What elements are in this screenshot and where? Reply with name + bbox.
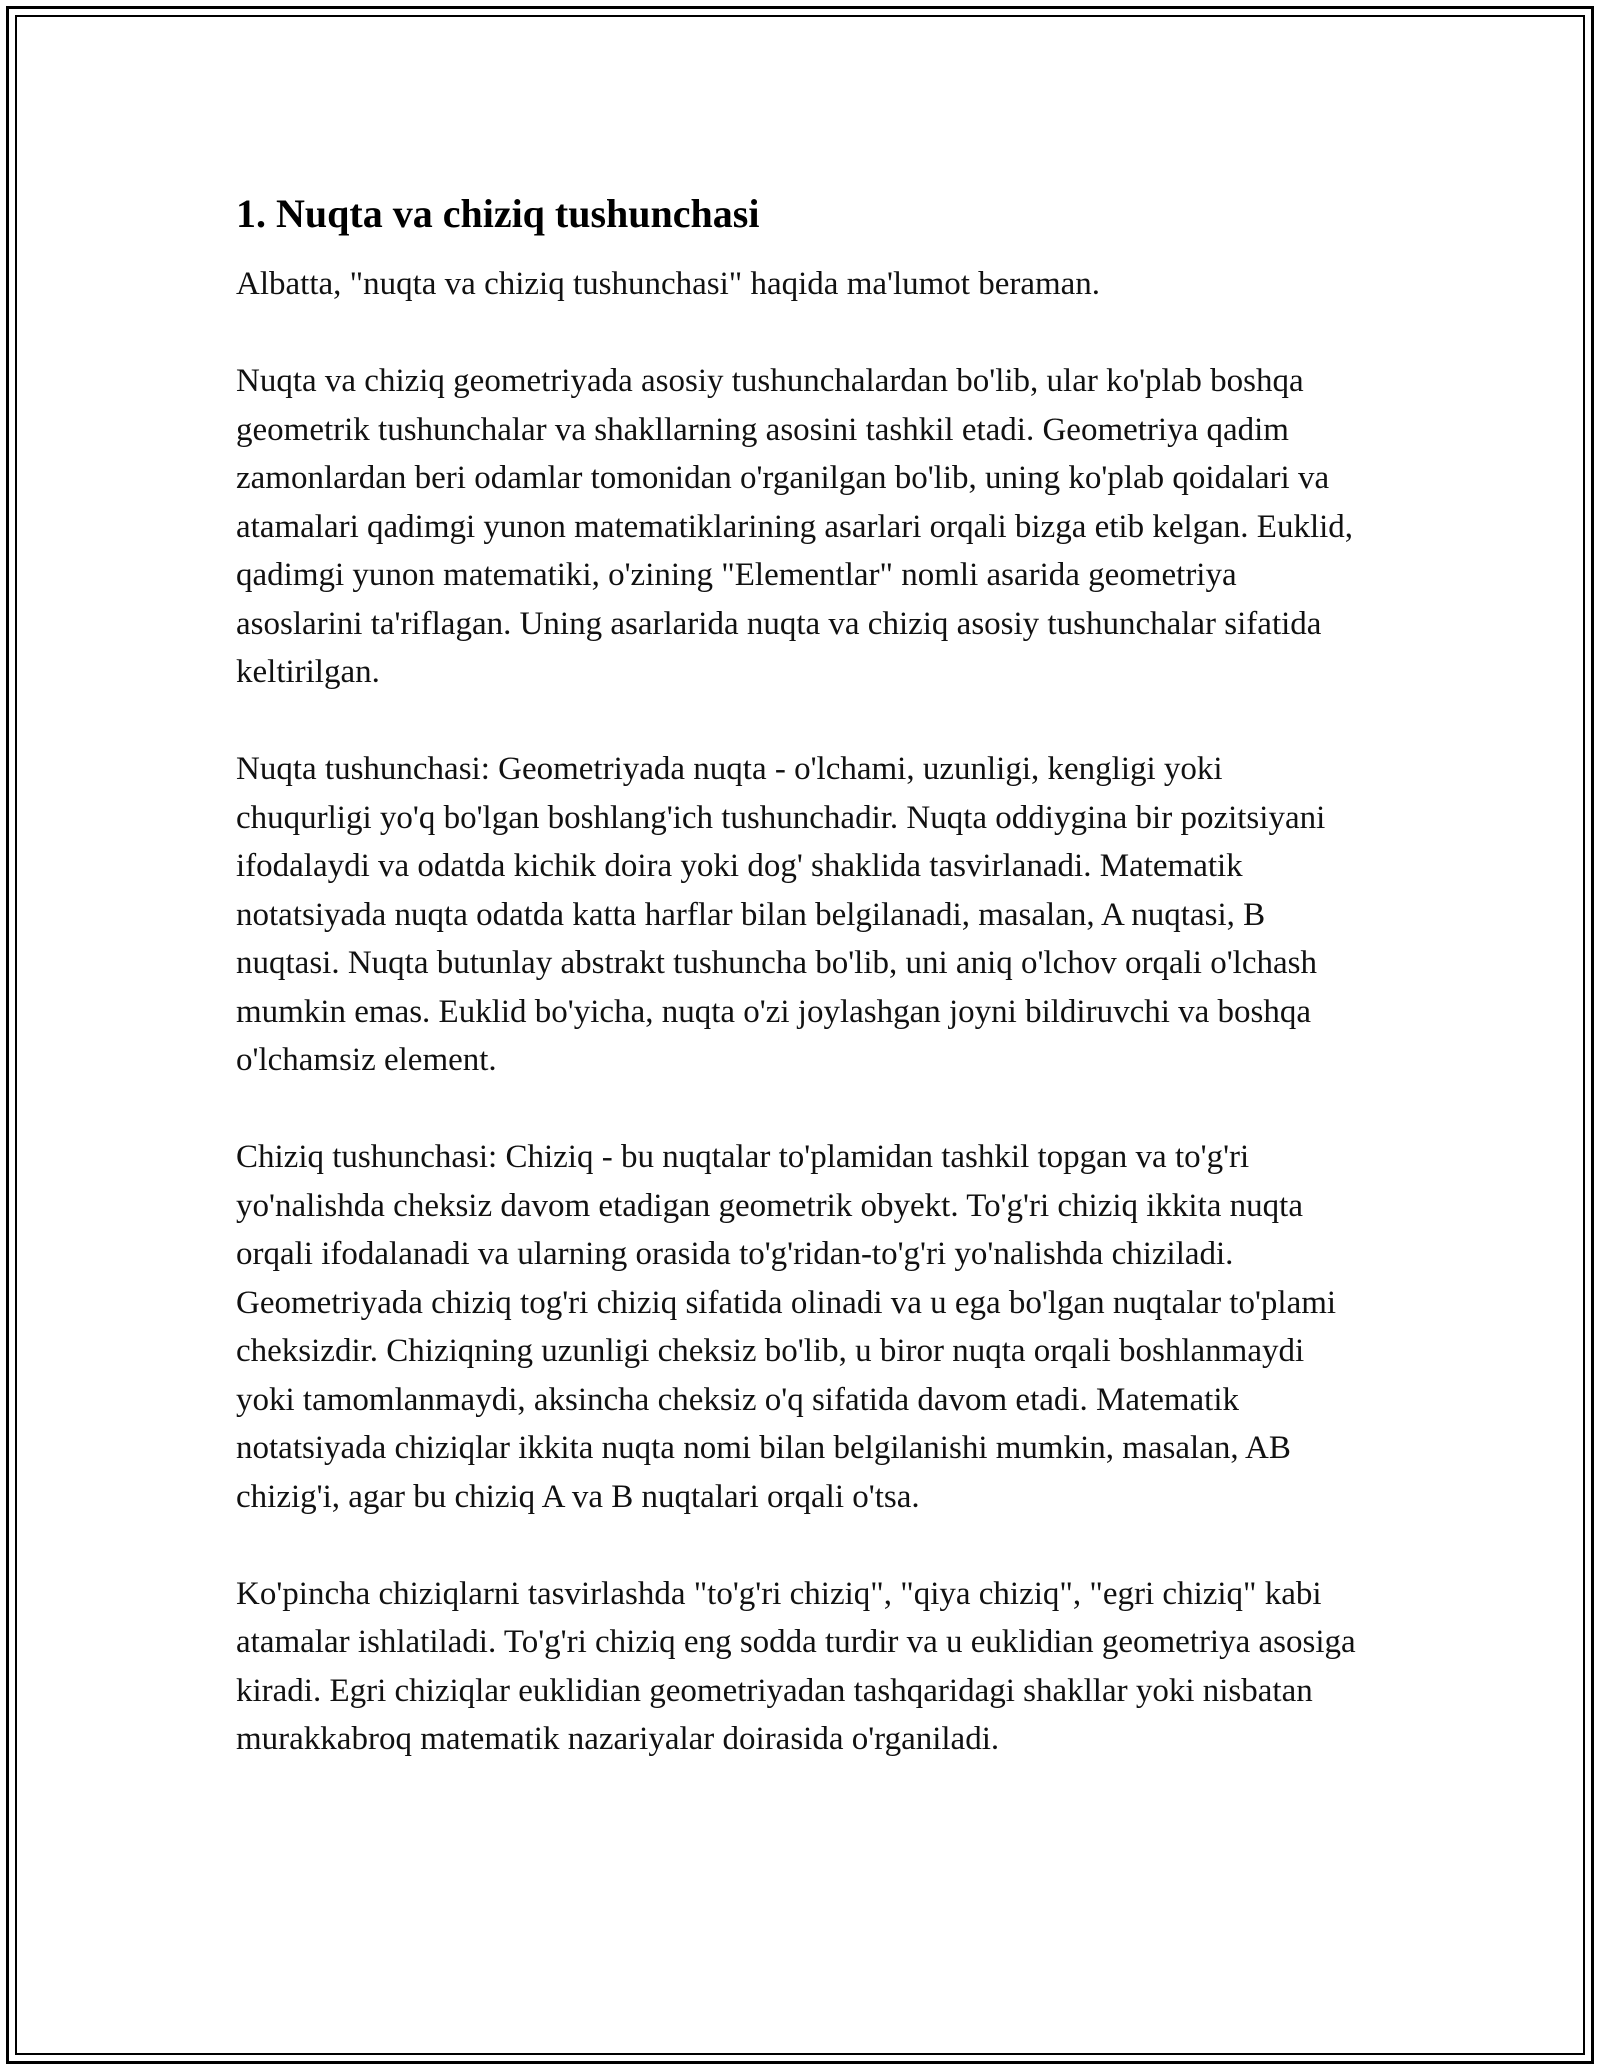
paragraph-line-concept: Chiziq tushunchasi: Chiziq - bu nuqtalar to'plamidan tashkil topgan va to'g'ri yo'nalishda cheksiz davom etadigan geometrik obyekt. To'g'ri chiziq ikkita nuqta orqali ifodalanadi va ularning orasida to'g'ridan-to'g'ri yo'nalishda chiziladi. Geometriyada chiziq tog'ri chiziq sifatida olinadi va u ega bo'lgan nuqtalar to'plami cheksizdir. Chiziqning uzunligi cheksiz bo'lib, u biror nuqta orqali boshlanmaydi yoki tamomlanmaydi, aksincha cheksiz o'q sifatida davom etadi. Matematik notatsiyada chiziqlar ikkita nuqta nomi bilan belgilanishi mumkin, masalan, AB chizig'i, agar bu chiziq A va B nuqtalari orqali o'tsa. — [236, 1139, 1337, 1515]
paragraph-geometry-history: Nuqta va chiziq geometriyada asosiy tushunchalardan bo'lib, ular ko'plab boshqa geometrik tushunchalar va shakllarning asosini tashkil etadi. Geometriya qadim zamonlardan beri odamlar tomonidan o'rganilgan bo'lib, uning ko'plab qoidalari va atamalari qadimgi yunon matematiklarining asarlari orqali bizga etib kelgan. Euklid, qadimgi yunon matematiki, o'zining "Elementlar" nomli asarida geometriya asoslarini ta'riflagan. Uning asarlarida nuqta va chiziq asosiy tushunchalar sifatida keltirilgan. — [236, 363, 1354, 690]
paragraph-line-types: Ko'pincha chiziqlarni tasvirlashda "to'g'ri chiziq", "qiya chiziq", "egri chiziq" kabi atamalar ishlatiladi. To'g'ri chiziq eng sodda turdir va u euklidian geometriya asosiga kiradi. Egri chiziqlar euklidian geometriyadan tashqaridagi shakllar yoki nisbatan murakkabroq matematik nazariyalar doirasida o'rganiladi. — [236, 1575, 1356, 1757]
paragraph-point-concept: Nuqta tushunchasi: Geometriyada nuqta - o'lchami, uzunligi, kengligi yoki chuqurligi yo'q bo'lgan boshlang'ich tushunchadir. Nuqta oddiygina bir pozitsiyani ifodalaydi va odatda kichik doira yoki dog' shaklida tasvirlanadi. Matematik notatsiyada nuqta odatda katta harflar bilan belgilanadi, masalan, A nuqtasi, B nuqtasi. Nuqta butunlay abstrakt tushuncha bo'lib, uni aniq o'lchov orqali o'lchash mumkin emas. Euklid bo'yicha, nuqta o'zi joylashgan joyni bildiruvchi va boshqa o'lchamsiz element. — [236, 751, 1326, 1078]
document-body — [236, 186, 1366, 1812]
section-heading: 1. Nuqta va chiziq tushunchasi — [236, 191, 760, 236]
paragraph-intro: Albatta, "nuqta va chiziq tushunchasi" haqida ma'lumot beraman. — [236, 266, 1101, 302]
